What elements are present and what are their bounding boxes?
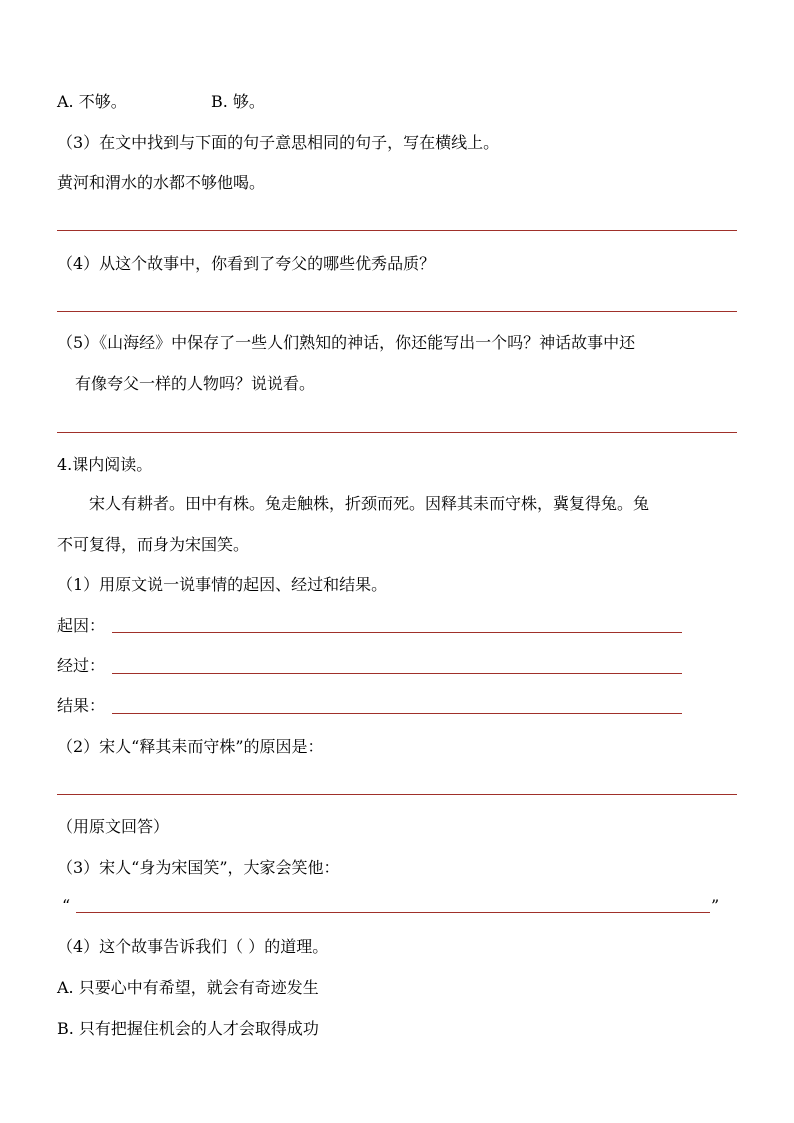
question-3-prompt: （3）在文中找到与下面的句子意思相同的句子，写在横线上。 [57, 133, 500, 152]
section-4-question-1-prompt: （1）用原文说一说事情的起因、经过和结果。 [57, 575, 388, 594]
open-quote: “ [62, 896, 71, 915]
section-4-question-2-note: （用原文回答） [57, 817, 170, 836]
answer-line-q5[interactable] [57, 432, 737, 433]
cause-answer-line[interactable] [112, 632, 682, 633]
result-answer-line[interactable] [112, 713, 682, 714]
passage-line-1: 宋人有耕者。田中有株。兔走触株，折颈而死。因释其耒而守株，冀复得兔。兔 [89, 494, 650, 513]
close-quote: ” [711, 896, 720, 915]
result-label: 结果： [57, 696, 106, 715]
question-4-prompt: （4）从这个故事中，你看到了夸父的哪些优秀品质？ [57, 254, 436, 273]
section-4-title: 4.课内阅读。 [57, 455, 153, 474]
question-5-prompt-line2: 有像夸父一样的人物吗？说说看。 [75, 374, 316, 393]
answer-line-q4[interactable] [57, 311, 737, 312]
section-4-question-4-option-a[interactable]: A. 只要心中有希望，就会有奇迹发生 [57, 978, 319, 997]
section-4-question-2-prompt: （2）宋人“释其耒而守株”的原因是： [57, 737, 324, 756]
process-answer-line[interactable] [112, 673, 682, 674]
passage-line-2: 不可复得，而身为宋国笑。 [57, 535, 250, 554]
section-4-question-3-prompt: （3）宋人“身为宋国笑”，大家会笑他： [57, 858, 340, 877]
answer-line-section-4-q3[interactable] [76, 912, 710, 913]
question-3-sentence: 黄河和渭水的水都不够他喝。 [57, 173, 266, 192]
option-a-not-enough: A. 不够。 [57, 92, 127, 111]
section-4-question-4-prompt: （4）这个故事告诉我们（ ）的道理。 [57, 937, 329, 956]
answer-line-section-4-q2[interactable] [57, 794, 737, 795]
answer-line-q3[interactable] [57, 230, 737, 231]
cause-label: 起因： [57, 616, 106, 635]
section-4-question-4-option-b[interactable]: B. 只有把握住机会的人才会取得成功 [57, 1019, 319, 1038]
process-label: 经过： [57, 656, 106, 675]
option-b-enough: B. 够。 [211, 92, 265, 111]
question-5-prompt-line1: （5）《山海经》中保存了一些人们熟知的神话，你还能写出一个吗？神话故事中还 [57, 333, 636, 352]
